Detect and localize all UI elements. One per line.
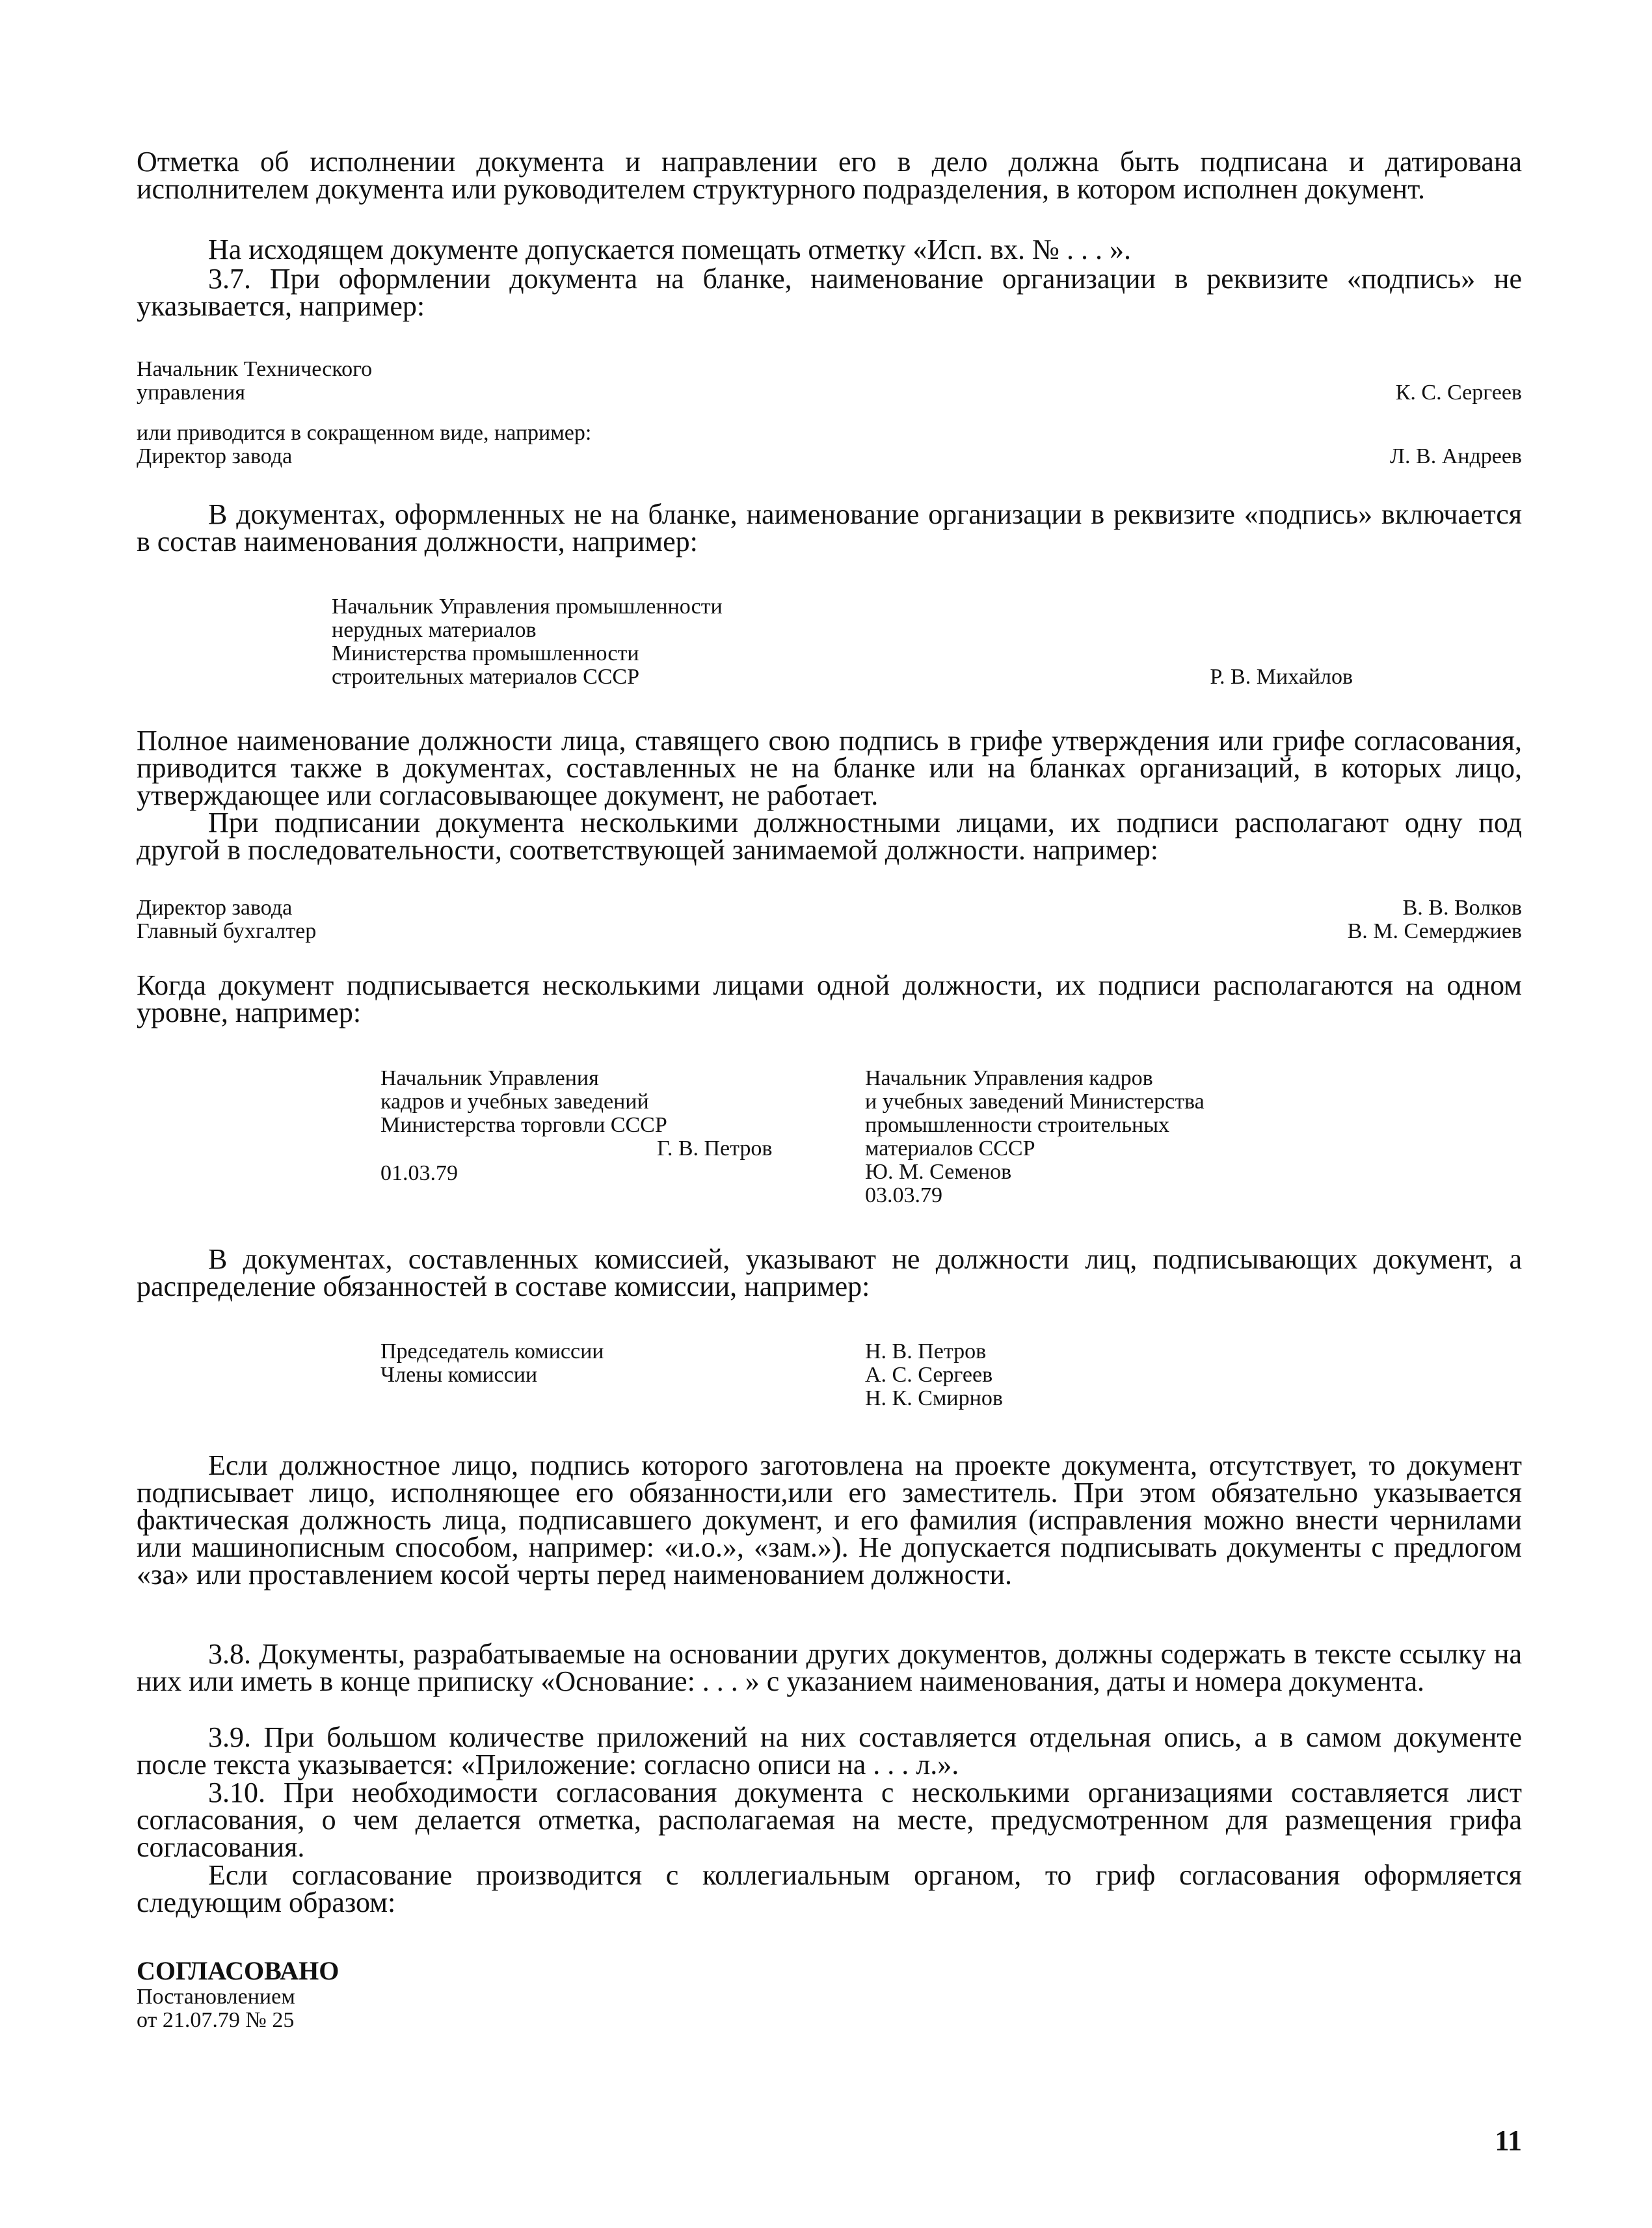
example2-position-line2: нерудных материалов bbox=[332, 618, 537, 642]
paragraph-absent-signer: Если должностное лицо, подпись которого заготовлена на проекте документа, отсутствует, то документ подписывает лицо, исполняющее его обязанности,или его заместитель. При этом обязательно указывается фактическая должность лица, подписавшего документ, и его фамилия (исправления можно внести чернилами или машинописным способом, например: «и.о.», «зам.»). Не допускается подписывать документы с предлогом «за» или проставлением косой черты перед наименованием должности. bbox=[137, 1449, 1522, 1590]
paragraph-3-10: 3.10. При необходимости согласования документа с несколькими организациями составляется лист согласования, о чем делается отметка, располагаемая на месте, предусмотренном для размещения грифа согласования. bbox=[137, 1777, 1522, 1863]
example3-signer-name2: В. М. Семерджиев bbox=[1347, 919, 1522, 943]
paragraph-3-9: 3.9. При большом количестве приложений на них составляется отдельная опись, а в самом документе после текста указывается: «Приложение: согласно описи на . . . л.». bbox=[137, 1721, 1522, 1780]
example2-signer-name: Р. В. Михайлов bbox=[1210, 665, 1353, 689]
example4-left-date: 01.03.79 bbox=[380, 1161, 458, 1185]
example2-position-line3: Министерства промышленности bbox=[332, 641, 639, 665]
example1-signer-name2: Л. В. Андреев bbox=[1389, 444, 1522, 468]
example5-role-chairman: Председатель комиссии bbox=[380, 1339, 604, 1363]
example4-left-line2: кадров и учебных заведений bbox=[380, 1090, 649, 1114]
paragraph-outgoing-mark: На исходящем документе допускается помещать отметку «Исп. вх. № . . . ». bbox=[208, 234, 1131, 265]
approval-stamp-line2: от 21.07.79 № 25 bbox=[137, 2008, 295, 2032]
paragraph-3-8: 3.8. Документы, разрабатываемые на основании других документов, должны содержать в тексте ссылку на них или иметь в конце приписку «Основание: . . . » с указанием наименования, даты и номера документа. bbox=[137, 1638, 1522, 1697]
paragraph-3-7: 3.7. При оформлении документа на бланке, наименование организации в реквизите «подпись» не указывается, например: bbox=[137, 263, 1522, 322]
example4-left-signer-name: Г. В. Петров bbox=[657, 1136, 773, 1161]
example4-left-line3: Министерства торговли СССР bbox=[380, 1113, 667, 1137]
example2-position-line4: строительных материалов СССР bbox=[332, 665, 640, 689]
example4-right-date: 03.03.79 bbox=[865, 1183, 942, 1207]
approval-stamp-title: СОГЛАСОВАНО bbox=[137, 1956, 340, 1985]
example5-name3: Н. К. Смирнов bbox=[865, 1386, 1003, 1410]
example4-right-signer-name: Ю. М. Семенов bbox=[865, 1160, 1012, 1184]
paragraph-execution-mark: Отметка об исполнении документа и направлении его в дело должна быть подписана и датирована исполнителем документа или руководителем структурного подразделения, в котором исполнен документ. bbox=[137, 146, 1522, 205]
example1-signer-name: К. С. Сергеев bbox=[1395, 381, 1522, 405]
example3-position2: Главный бухгалтер bbox=[137, 919, 317, 943]
example1-position-line1: Начальник Технического bbox=[137, 357, 373, 381]
example5-name2: А. С. Сергеев bbox=[865, 1363, 993, 1387]
page-number: 11 bbox=[1495, 2125, 1522, 2156]
example1-position-line2: управления bbox=[137, 381, 245, 405]
paragraph-same-position: Когда документ подписывается несколькими лицами одной должности, их подписи располагаются на одном уровне, например: bbox=[137, 969, 1522, 1028]
paragraph-commission: В документах, составленных комиссией, указывают не должности лиц, подписывающих документ, а распределение обязанностей в составе комиссии, например: bbox=[137, 1243, 1522, 1302]
example1-position2: Директор завода bbox=[137, 444, 293, 468]
example3-signer-name1: В. В. Волков bbox=[1402, 896, 1522, 920]
example4-left-line1: Начальник Управления bbox=[380, 1066, 599, 1090]
paragraph-not-on-blank: В документах, оформленных не на бланке, наименование организации в реквизите «подпись» включается в состав наименования должности, например: bbox=[137, 498, 1522, 557]
example5-role-members: Члены комиссии bbox=[380, 1363, 538, 1387]
example4-right-line2: и учебных заведений Министерства bbox=[865, 1090, 1205, 1114]
paragraph-collegial-body: Если согласование производится с коллегиальным органом, то гриф согласования оформляется следующим образом: bbox=[137, 1859, 1522, 1918]
example2-position-line1: Начальник Управления промышленности bbox=[332, 595, 723, 619]
example4-right-line4: материалов СССР bbox=[865, 1136, 1035, 1161]
example4-right-line1: Начальник Управления кадров bbox=[865, 1066, 1153, 1090]
example4-right-line3: промышленности строительных bbox=[865, 1113, 1170, 1137]
example5-name1: Н. В. Петров bbox=[865, 1339, 987, 1363]
approval-stamp-line1: Постановлением bbox=[137, 1985, 295, 2009]
paragraph-several-signers: При подписании документа несколькими должностными лицами, их подписи располагают одну под другой в последовательности, соответствующей занимаемой должности. например: bbox=[137, 807, 1522, 866]
example3-position1: Директор завода bbox=[137, 896, 293, 920]
paragraph-full-position: Полное наименование должности лица, ставящего свою подпись в грифе утверждения или грифе согласования, приводится также в документах, составленных не на бланке или на бланках организаций, в которых лицо, утверждающее или согласовывающее документ, не работает. bbox=[137, 725, 1522, 811]
example1-note: или приводится в сокращенном виде, например: bbox=[137, 421, 592, 445]
